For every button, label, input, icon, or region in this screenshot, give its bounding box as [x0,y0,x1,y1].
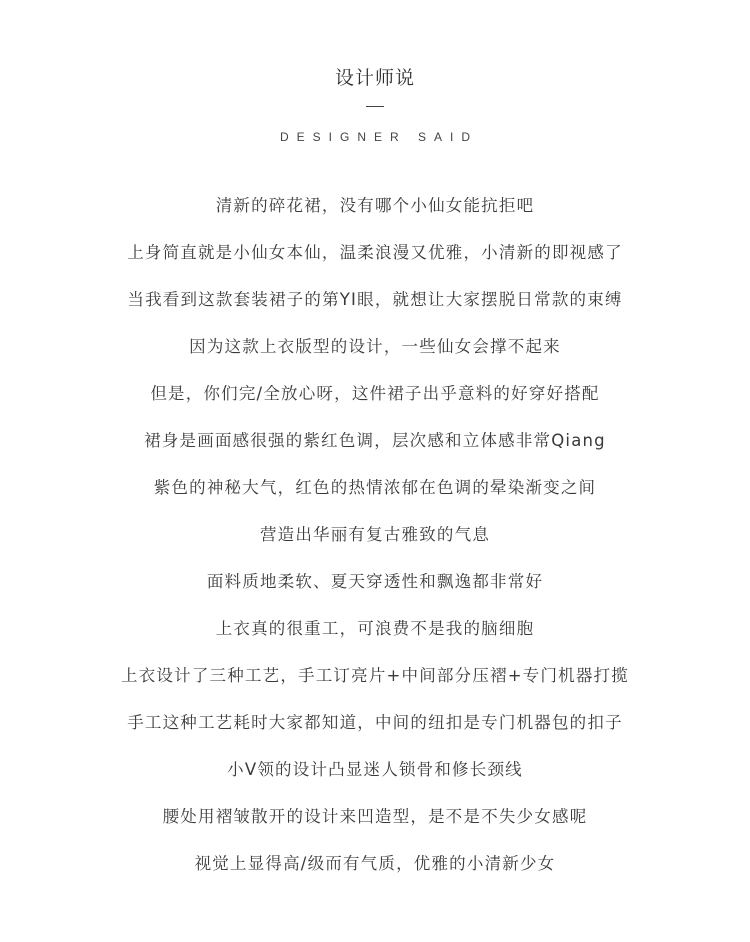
description-line: 营造出华丽有复古雅致的气息 [259,525,491,544]
description-line: 视觉上显得高/级而有气质，优雅的小清新少女 [194,854,556,873]
section-title: 设计师说 [334,67,415,89]
title-divider [366,106,384,107]
description-line: 但是，你们完/全放心呀，这件裙子出乎意料的好穿好搭配 [150,384,600,403]
description-line: 小V领的设计凸显迷人锁骨和修长颈线 [227,760,523,779]
description-line: 上衣真的很重工，可浪费不是我的脑细胞 [215,619,535,638]
description-list [0,188,750,893]
section-subtitle: DESIGNER SAID [279,130,479,144]
description-line: 腰处用褶皱散开的设计来凹造型，是不是不失少女感呢 [162,807,588,826]
description-line: 清新的碎花裙，没有哪个小仙女能抗拒吧 [215,196,535,215]
description-line: 裙身是画面感很强的紫红色调，层次感和立体感非常Qiang [144,431,606,450]
description-line: 手工这种工艺耗时大家都知道，中间的纽扣是专门机器包的扣子 [127,713,623,732]
description-line: 紫色的神秘大气，红色的热情浓郁在色调的晕染渐变之间 [153,478,597,497]
description-line: 当我看到这款套装裙子的第YI眼，就想让大家摆脱日常款的束缚 [127,290,623,309]
description-line: 上身简直就是小仙女本仙，温柔浪漫又优雅，小清新的即视感了 [127,243,623,262]
description-line: 面料质地柔软、夏天穿透性和飘逸都非常好 [206,572,544,591]
description-line: 上衣设计了三种工艺，手工订亮片+中间部分压褶+专门机器打揽 [121,666,629,685]
description-line: 因为这款上衣版型的设计，一些仙女会撑不起来 [189,337,561,356]
